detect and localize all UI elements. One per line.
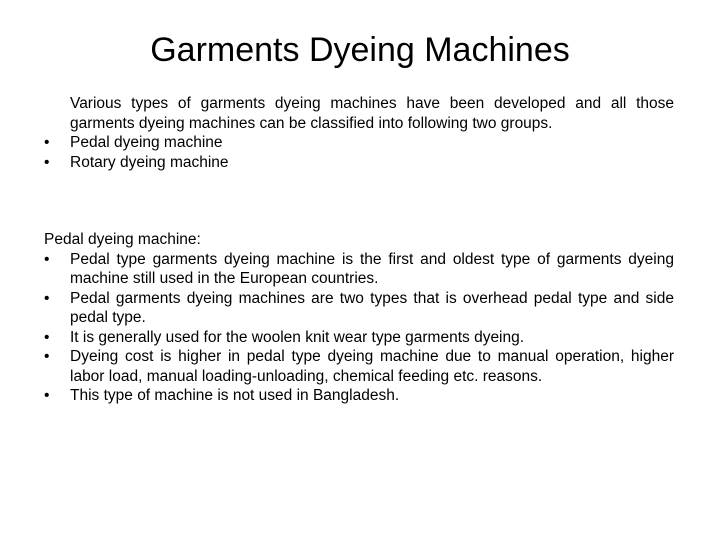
list-item-text: Dyeing cost is higher in pedal type dyeing machine due to manual operation, higher labor load, manual loading-unloading, chemical feeding etc. reasons. <box>70 348 674 385</box>
list-item-text: Rotary dyeing machine <box>70 153 229 171</box>
slide-title: Garments Dyeing Machines <box>150 31 570 69</box>
list-item <box>44 153 674 173</box>
pedal-section <box>44 230 674 406</box>
bullet-icon: • <box>44 153 50 171</box>
intro-paragraph: Various types of garments dyeing machines have been developed and all those garments dyeing machines can be classified into following two groups. <box>70 95 674 132</box>
list-item <box>44 289 674 328</box>
machine-group-list <box>44 133 674 172</box>
bullet-icon: • <box>44 387 50 404</box>
list-item <box>44 328 674 348</box>
section-heading: Pedal dyeing machine: <box>44 231 201 248</box>
list-item-text: Pedal dyeing machine <box>70 134 223 151</box>
list-item <box>44 347 674 386</box>
bullet-icon: • <box>44 289 50 307</box>
bullet-icon: • <box>44 250 50 268</box>
list-item-text: It is generally used for the woolen knit wear type garments dyeing. <box>70 328 525 346</box>
pedal-facts-list <box>44 250 674 406</box>
list-item-text: Pedal garments dyeing machines are two types that is overhead pedal type and side pedal type. <box>70 289 674 326</box>
list-item <box>44 386 674 406</box>
list-item <box>44 250 674 289</box>
intro-block <box>44 94 674 172</box>
list-item <box>44 133 674 153</box>
bullet-icon: • <box>44 134 50 151</box>
bullet-icon: • <box>44 328 50 346</box>
bullet-icon: • <box>44 348 50 365</box>
list-item-text: This type of machine is not used in Bangladesh. <box>70 387 400 404</box>
list-item-text: Pedal type garments dyeing machine is the first and oldest type of garments dyeing machine still used in the European countries. <box>70 250 674 287</box>
